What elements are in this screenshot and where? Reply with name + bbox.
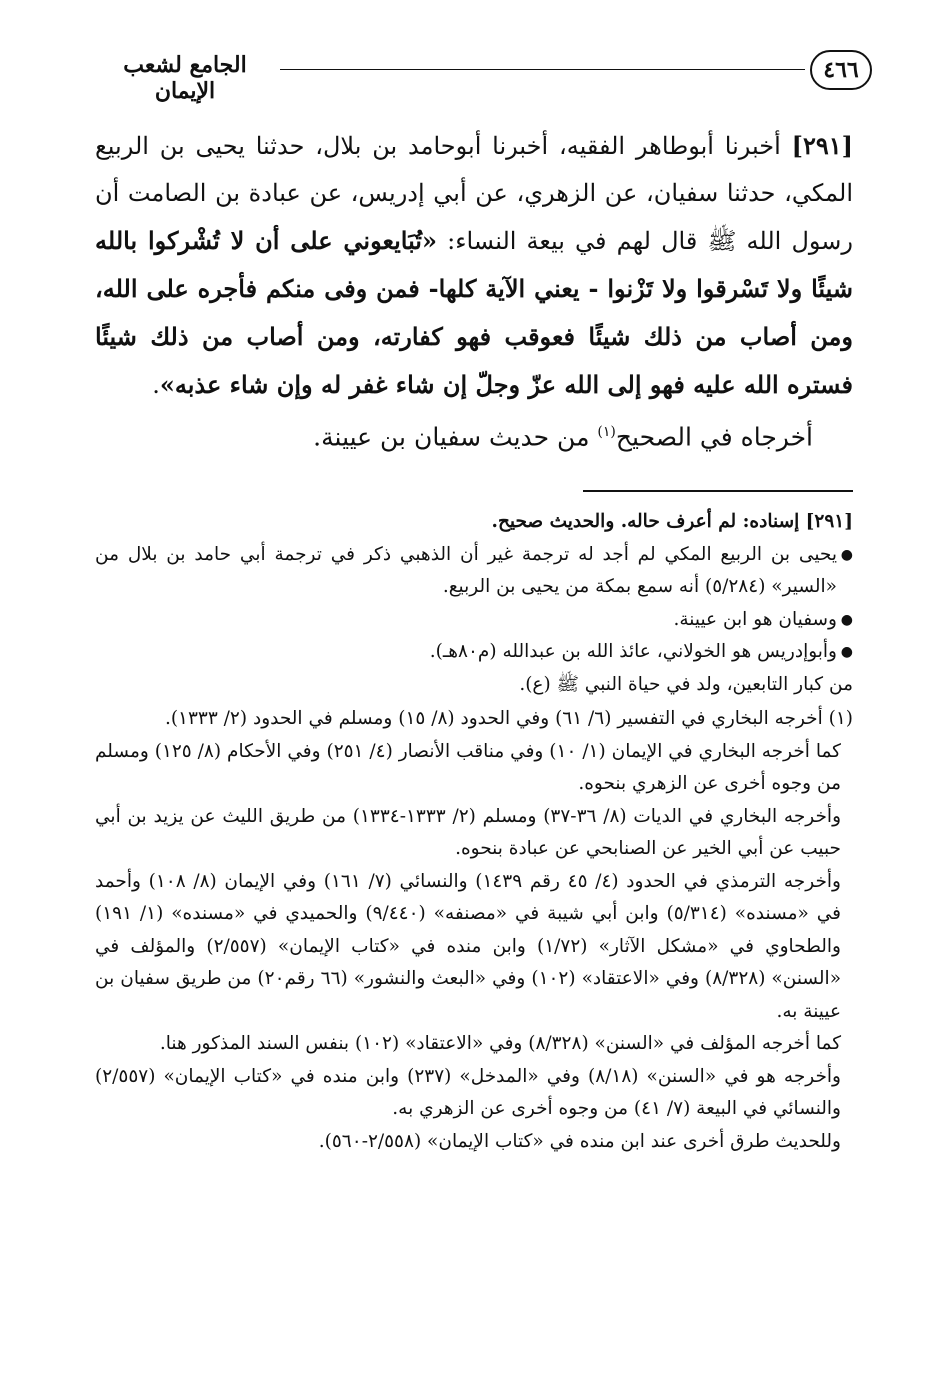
narrator-continuation: من كبار التابعين، ولد في حياة النبي ﷺ (ع). [519, 673, 853, 695]
hadith-paragraph [95, 122, 853, 409]
narrator-list [95, 539, 853, 669]
footnote-1: (١) أخرجه البخاري في التفسير (٦/ ٦١) وفي الحدود (٨/ ١٥) ومسلم في الحدود (٢/ ١٣٣٣). [164, 708, 853, 730]
hadith-ref-number: [٢٩١] [791, 131, 853, 160]
sanad-heading: [٢٩١] إسناده: لم أعرف حاله. والحديث صحيح. [491, 511, 853, 533]
isnad-text: أخبرنا أبوطاهر الفقيه، أخبرنا أبوحامد بن بلال، حدثنا يحيى بن الربيع المكي، حدثنا سفيان، عن الزهري، عن أبي إدريس، عن عبادة بن الصامت أن رسول الله ﷺ قال لهم في بيعة النساء: [95, 132, 854, 255]
footnote-ref[interactable]: (١) [597, 424, 616, 440]
list-item-text: وسفيان هو ابن عيينة. [673, 608, 837, 630]
hadith-end: . [152, 371, 160, 399]
takhrij-line [95, 409, 853, 460]
footnote-paragraph: كما أخرجه البخاري في الإيمان (١/ ١٠) وفي مناقب الأنصار (٤/ ٢٥١) وفي الأحكام (٨/ ١٢٥) ومسلم من وجوه أخرى عن الزهري بنحوه. [95, 740, 841, 795]
list-item [95, 636, 853, 669]
takhrij-before: أخرجاه في الصحيح [615, 422, 813, 452]
footnote-paragraph: كما أخرجه المؤلف في «السنن» (٨/٣٢٨) وفي «الاعتقاد» (١٠٢) بنفس السند المذكور هنا. [159, 1033, 841, 1055]
footnote-paragraph: وأخرجه هو في «السنن» (٨/١٨) وفي «المدخل» (٢٣٧) وابن منده في «كتاب الإيمان» (٢/٥٥٧) والنسائي في البيعة (٧/ ٤١) من وجوه أخرى عن الزهري به. [95, 1065, 841, 1120]
header-rule [280, 69, 805, 70]
page-number: ٤٦٦ [810, 50, 872, 90]
list-item-text: وأبوإدريس هو الخولاني، عائذ الله بن عبدالله (م٨٠هـ). [429, 641, 837, 663]
hadith-matn: «تُبَايعوني على أن لا تُشْركوا بالله شيئًا ولا تَسْرقوا ولا تَزْنوا - يعني الآية كلها- فمن وفى منكم فأجره على الله، ومن أصاب من ذلك شيئًا فعوقب فهو كفارته، ومن أصاب من ذلك شيئًا فستره الله عليه فهو إلى الله عزّ وجلّ إن شاء غفر له وإن شاء عذبه» [95, 226, 853, 399]
book-title: الجامع لشعب الإيمان [123, 52, 247, 104]
bullet-icon: ● [840, 644, 853, 661]
footnote-separator [583, 490, 853, 492]
footnote-paragraph: وأخرجه الترمذي في الحدود (٤/ ٤٥ رقم ١٤٣٩) والنسائي (٧/ ١٦١) وفي الإيمان (٨/ ١٠٨) وأحمد في «مسنده» (٥/٣١٤) وابن أبي شيبة في «مصنفه» (٩/٤٤٠) والحميدي في «مسنده» (١/ ١٩١) والطحاوي في «مشكل الآثار» (١/٧٢) وابن منده في «كتاب الإيمان» (٢/٥٥٧) والمؤلف في «السنن» (٨/٣٢٨) وفي «الاعتقاد» (١٠٢) وفي «البعث والنشور» (٦٦ رقم٢٠) من طريق سفيان بن عيينة به. [95, 870, 842, 1022]
list-item [95, 604, 853, 637]
takhrij-after: من حديث سفيان بن عيينة. [313, 422, 598, 452]
footnotes [95, 506, 853, 1158]
main-text [95, 122, 853, 460]
page-header [95, 40, 859, 110]
list-item-text: يحيى بن الربيع المكي لم أجد له ترجمة غير أن الذهبي ذكر في ترجمة أبي حامد بن بلال من «السير» (٥/٢٨٤) أنه سمع بمكة من يحيى بن الربيع. [95, 543, 837, 598]
footnote-paragraph: وأخرجه البخاري في الديات (٨/ ٣٦-٣٧) ومسلم (٢/ ١٣٣٣-١٣٣٤) من طريق الليث عن يزيد بن أبي حبيب عن أبي الخير عن الصنابحي عن عبادة بنحوه. [95, 805, 842, 860]
book-page [95, 40, 859, 1335]
bullet-icon: ● [840, 546, 853, 563]
footnote-paragraph: وللحديث طرق أخرى عند ابن منده في «كتاب الإيمان» (٢/٥٥٨-٥٦٠). [318, 1130, 841, 1152]
bullet-icon: ● [840, 611, 853, 628]
list-item [95, 539, 853, 604]
